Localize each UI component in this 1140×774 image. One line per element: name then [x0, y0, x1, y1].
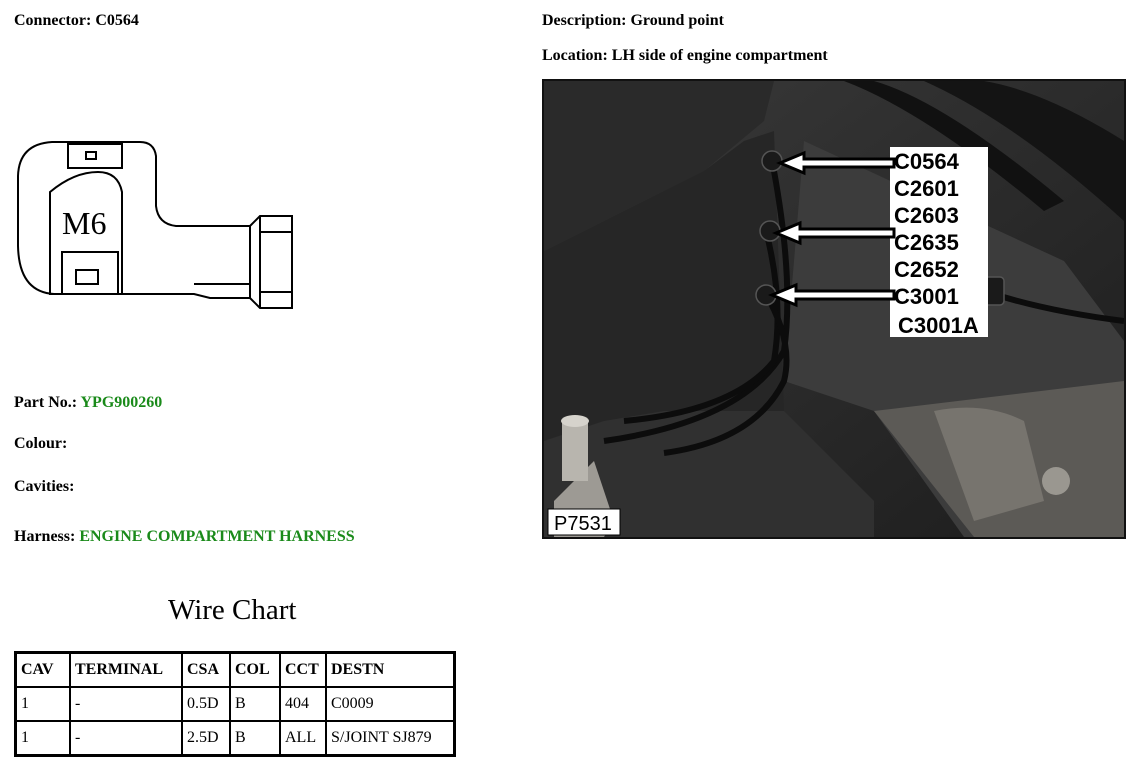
description-label: Description: [542, 12, 627, 29]
callout-c2603: C2603 [894, 203, 959, 228]
part-no-label: Part No.: [14, 394, 78, 411]
cell-col: B [230, 687, 280, 721]
colour-label: Colour: [14, 435, 68, 452]
header-destn: DESTN [326, 653, 455, 688]
cavities-line [14, 478, 74, 496]
callout-c3001a: C3001A [898, 313, 979, 338]
description-line [542, 12, 724, 30]
location-photo [542, 79, 1126, 539]
cell-destn: C0009 [326, 687, 455, 721]
cell-cav: 1 [16, 721, 71, 756]
wire-chart-table [14, 651, 456, 757]
harness-label: Harness: [14, 528, 76, 545]
connector-drawing [14, 136, 304, 311]
callout-c2652: C2652 [894, 257, 959, 282]
callout-c3001: C3001 [894, 284, 959, 309]
callout-c0564: C0564 [894, 149, 959, 174]
photo-id: P7531 [554, 513, 612, 535]
wire-chart-header-row [16, 653, 455, 688]
callout-c2635: C2635 [894, 230, 959, 255]
header-col: COL [230, 653, 280, 688]
cell-cct: ALL [280, 721, 326, 756]
harness-line [14, 528, 355, 546]
cell-col: B [230, 721, 280, 756]
callout-c2601: C2601 [894, 176, 959, 201]
harness-value: ENGINE COMPARTMENT HARNESS [79, 528, 355, 545]
cell-cct: 404 [280, 687, 326, 721]
cell-csa: 2.5D [182, 721, 230, 756]
colour-line [14, 435, 67, 453]
cell-cav: 1 [16, 687, 71, 721]
connector-label: Connector: [14, 12, 92, 29]
location-value: LH side of engine compartment [611, 47, 828, 64]
cell-terminal: - [70, 687, 182, 721]
table-row [16, 687, 455, 721]
connector-line [14, 12, 139, 30]
location-line [542, 47, 828, 65]
cell-csa: 0.5D [182, 687, 230, 721]
cavities-label: Cavities: [14, 478, 75, 495]
connector-value: C0564 [95, 12, 139, 29]
table-row [16, 721, 455, 756]
header-csa: CSA [182, 653, 230, 688]
cell-terminal: - [70, 721, 182, 756]
header-cav: CAV [16, 653, 71, 688]
stud-label: M6 [62, 205, 107, 241]
header-cct: CCT [280, 653, 326, 688]
cell-destn: S/JOINT SJ879 [326, 721, 455, 756]
description-value: Ground point [630, 12, 724, 29]
wire-chart-title: Wire Chart [168, 594, 297, 626]
part-no-value: YPG900260 [80, 394, 163, 411]
location-label: Location: [542, 47, 608, 64]
part-no-line [14, 394, 162, 412]
header-terminal: TERMINAL [70, 653, 182, 688]
